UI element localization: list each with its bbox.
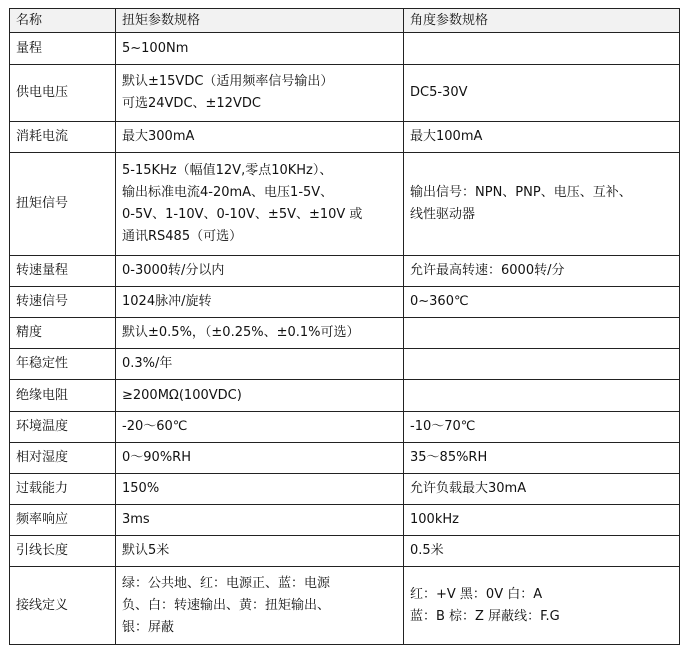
angle-value: 0.5米 [404, 536, 680, 567]
angle-value: 输出信号：NPN、PNP、电压、互补、 线性驱动器 [404, 153, 680, 256]
row-label: 精度 [10, 318, 116, 349]
angle-value: 100kHz [404, 505, 680, 536]
row-label: 接线定义 [10, 567, 116, 645]
table-row [10, 349, 680, 380]
header-torque-spec: 扭矩参数规格 [116, 9, 404, 33]
row-label: 引线长度 [10, 536, 116, 567]
torque-value: 5-15KHz（幅值12V,零点10KHz）、 输出标准电流4-20mA、电压1-5V、 0-5V、1-10V、0-10V、±5V、±10V 或 通讯RS485（可选） [116, 153, 404, 256]
table-row [10, 474, 680, 505]
torque-value: 3ms [116, 505, 404, 536]
angle-value: 允许最高转速：6000转/分 [404, 256, 680, 287]
angle-value: 最大100mA [404, 122, 680, 153]
torque-value: 0～90%RH [116, 443, 404, 474]
torque-value: 默认±15VDC（适用频率信号输出） 可选24VDC、±12VDC [116, 65, 404, 122]
row-label: 转速量程 [10, 256, 116, 287]
table-row [10, 65, 680, 122]
table-row [10, 536, 680, 567]
angle-value [404, 33, 680, 65]
torque-value: 绿：公共地、红：电源正、蓝：电源 负、白：转速输出、黄：扭矩输出、 银：屏蔽 [116, 567, 404, 645]
row-label: 环境温度 [10, 412, 116, 443]
table-row [10, 318, 680, 349]
row-label: 频率响应 [10, 505, 116, 536]
angle-value: 红：+V 黑：0V 白：A 蓝：B 棕：Z 屏蔽线：F.G [404, 567, 680, 645]
torque-value: 0.3%/年 [116, 349, 404, 380]
angle-value: 0~360℃ [404, 287, 680, 318]
row-label: 扭矩信号 [10, 153, 116, 256]
table-row [10, 443, 680, 474]
angle-value: 35～85%RH [404, 443, 680, 474]
row-label: 绝缘电阻 [10, 380, 116, 412]
table-row [10, 287, 680, 318]
table-row [10, 153, 680, 256]
row-label: 供电电压 [10, 65, 116, 122]
torque-value: 默认±0.5%，（±0.25%、±0.1%可选） [116, 318, 404, 349]
torque-value: 0-3000转/分以内 [116, 256, 404, 287]
row-label: 相对湿度 [10, 443, 116, 474]
angle-value [404, 349, 680, 380]
torque-value: 最大300mA [116, 122, 404, 153]
table-row [10, 380, 680, 412]
torque-value: ≥200MΩ(100VDC) [116, 380, 404, 412]
table-row [10, 33, 680, 65]
header-angle-spec: 角度参数规格 [404, 9, 680, 33]
row-label: 消耗电流 [10, 122, 116, 153]
torque-value: 默认5米 [116, 536, 404, 567]
table-row [10, 505, 680, 536]
row-label: 过载能力 [10, 474, 116, 505]
row-label: 量程 [10, 33, 116, 65]
angle-value: -10～70℃ [404, 412, 680, 443]
spec-table [9, 8, 680, 645]
row-label: 年稳定性 [10, 349, 116, 380]
header-name: 名称 [10, 9, 116, 33]
torque-value: 1024脉冲/旋转 [116, 287, 404, 318]
table-row [10, 256, 680, 287]
torque-value: 5~100Nm [116, 33, 404, 65]
table-row [10, 567, 680, 645]
table-header-row [10, 9, 680, 33]
torque-value: -20～60℃ [116, 412, 404, 443]
table-row [10, 122, 680, 153]
row-label: 转速信号 [10, 287, 116, 318]
angle-value [404, 318, 680, 349]
angle-value: DC5-30V [404, 65, 680, 122]
angle-value: 允许负载最大30mA [404, 474, 680, 505]
table-row [10, 412, 680, 443]
torque-value: 150% [116, 474, 404, 505]
angle-value [404, 380, 680, 412]
